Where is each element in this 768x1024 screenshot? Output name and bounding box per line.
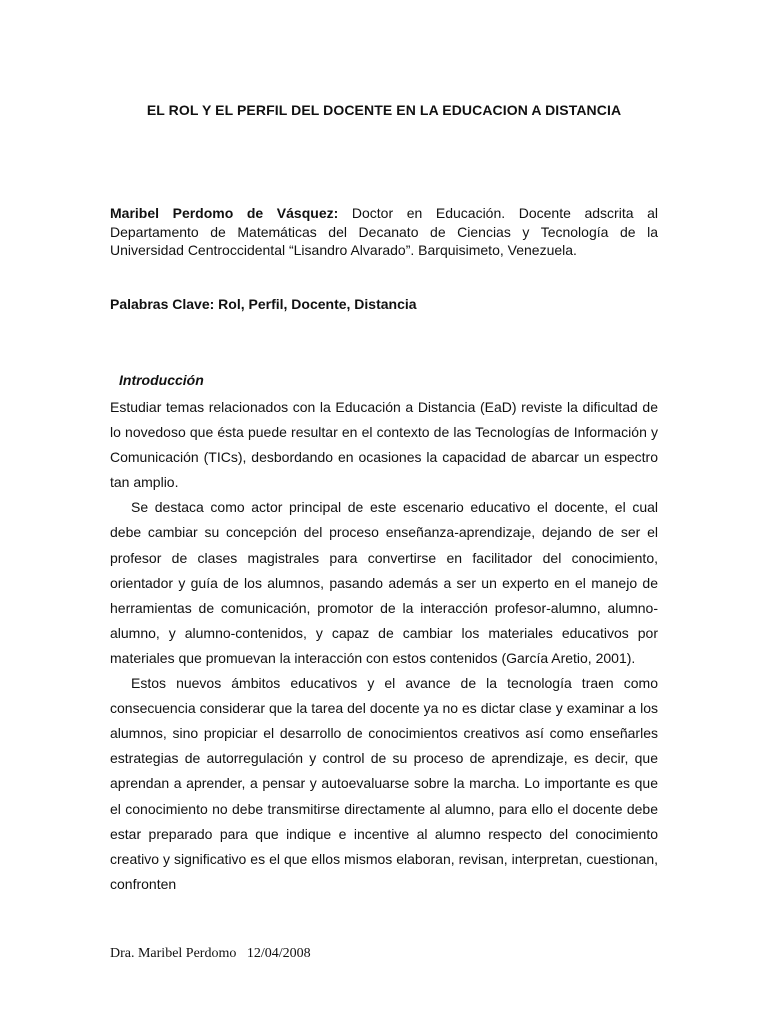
page-footer <box>110 946 311 962</box>
paragraph: Estudiar temas relacionados con la Educación a Distancia (EaD) reviste la dificultad de lo novedoso que ésta puede resultar en el contexto de las Tecnologías de Información y Comunicación (TICs), desbordando en ocasiones la capacidad de abarcar un espectro tan amplio. <box>110 399 658 491</box>
author-description: Doctor en Educación. Docente adscrita al Departamento de Matemáticas del Decanato de Ciencias y Tecnología de la Universidad Centroccidental “Lisandro Alvarado”. Barquisimeto, Venezuela. <box>110 205 658 258</box>
footer-author: Dra. Maribel Perdomo <box>110 946 237 961</box>
keywords: Palabras Clave: Rol, Perfil, Docente, Distancia <box>110 296 417 312</box>
document-title: EL ROL Y EL PERFIL DEL DOCENTE EN LA EDUCACION A DISTANCIA <box>146 102 622 118</box>
author-name: Maribel Perdomo de Vásquez: <box>110 205 339 221</box>
footer-date: 12/04/2008 <box>246 946 311 961</box>
introduction-heading: Introducción <box>119 372 204 388</box>
paragraph: Estos nuevos ámbitos educativos y el avance de la tecnología traen como consecuencia considerar que la tarea del docente ya no es dictar clase y examinar a los alumnos, sino propiciar el desarrollo de conocimientos creativos así como enseñarles estrategias de autorregulación y control de su proceso de aprendizaje, es decir, que aprendan a aprender, a pensar y autoevaluarse sobre la marcha. Lo importante es que el conocimiento no debe transmitirse directamente al alumno, para ello el docente debe estar preparado para que indique e incentive al alumno respecto del conocimiento creativo y significativo es el que ellos mismos elaboran, revisan, interpretan, cuestionan, confronten <box>110 675 658 892</box>
paragraph: Se destaca como actor principal de este escenario educativo el docente, el cual debe cambiar su concepción del proceso enseñanza-aprendizaje, dejando de ser el profesor de clases magistrales para convertirse en facilitador del conocimiento, orientador y guía de los alumnos, pasando además a ser un experto en el manejo de herramientas de comunicación, promotor de la interacción profesor-alumno, alumno-alumno, y alumno-contenidos, y capaz de cambiar los materiales educativos por materiales que promuevan la interacción con estos contenidos (García Aretio, 2001). <box>110 499 658 666</box>
author-block <box>110 204 658 260</box>
introduction-body <box>110 395 658 897</box>
